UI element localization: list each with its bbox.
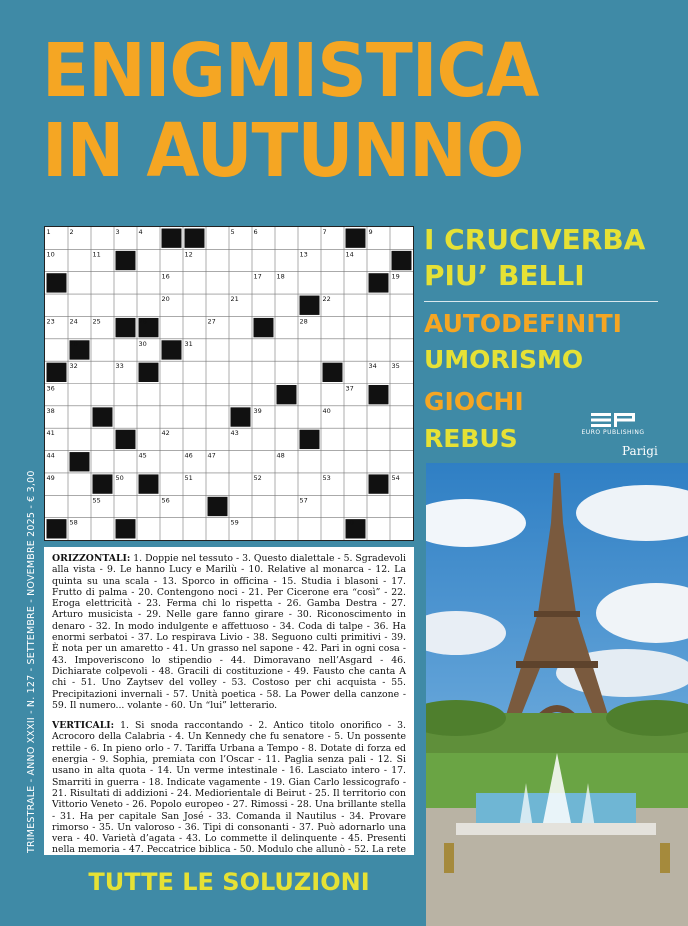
eiffel-tower-photo — [426, 463, 688, 926]
black-square — [208, 497, 228, 516]
cell-number: 35 — [391, 362, 400, 371]
feature-rebus: REBUS — [424, 424, 518, 453]
cell-number: 14 — [345, 250, 354, 259]
ep-logo-icon — [591, 413, 635, 427]
cell-number: 57 — [299, 496, 308, 505]
cell-number: 11 — [92, 250, 101, 259]
publisher-name: EURO PUBLISHING — [581, 429, 645, 436]
black-square — [369, 385, 389, 404]
black-square — [369, 474, 389, 493]
cell-number: 24 — [69, 317, 78, 326]
black-square — [93, 407, 113, 426]
black-square — [47, 519, 67, 538]
divider — [424, 301, 658, 302]
cell-number: 17 — [253, 272, 262, 281]
cell-number: 7 — [322, 228, 327, 236]
cell-number: 29 — [69, 339, 78, 348]
cell-number: 42 — [161, 429, 170, 438]
cell-number: 36 — [46, 384, 55, 393]
black-square — [139, 474, 159, 493]
clues-panel — [44, 547, 414, 855]
cell-number: 4 — [138, 228, 143, 236]
across-clues-text: 1. Doppie nel tessuto - 3. Questo dialettale - 5. Sgradevoli alla vista - 9. Le hanno Lucy e Marilù - 10. Relative al monarca - 12. La quinta su una scala - 13. Sporco in officina - 15. Studia i blasoni - 17. Frutto di palma - 20. Contengono noci - 21. Per Cicerone era “così” - 22. Eroga elettricità - 23. Ferma chi lo rispetta - 26. Gamba Destra - 27. Arturo musicista - 29. Nelle gare fanno girare - 30. Riconoscimento in denaro - 32. In modo indulgente e affettuoso - 34. Coda di talpe - 36. Ha enormi serbatoi - 37. Lo respirava Livio - 38. Seguono culti primitivi - 39. È nota per un amaretto - 41. Un grasso nel sapone - 42. Pari in ogni cosa - 43. Impoveriscono lo stipendio - 44. Dimoravano nell’Asgard - 46. Dichiarate colpevoli - 48. Gracili di costituzione - 49. Fausto che canta A chi - 51. Uno Zaytsev del volley - 53. Costoso per chi acquista - 55. Precipitazioni invernali - 57. Unità poetica - 58. La Power della canzone - 59. Il numero... volante - 60. Un “lui” letterario. — [52, 553, 406, 711]
cell-number: 1 — [46, 228, 51, 236]
black-square — [162, 340, 182, 359]
feature-autodefiniti: AUTODEFINITI — [424, 309, 622, 338]
black-square — [116, 251, 136, 270]
black-square — [116, 519, 136, 538]
feature-umorismo: UMORISMO — [424, 345, 584, 374]
cell-number: 49 — [46, 473, 55, 482]
cell-number: 18 — [276, 272, 285, 281]
black-square — [139, 363, 159, 382]
black-square — [369, 273, 389, 292]
cell-number: 16 — [161, 272, 170, 281]
cell-number: 52 — [253, 473, 262, 482]
black-square — [300, 296, 320, 315]
clues-down — [52, 720, 406, 855]
cell-number: 60 — [345, 518, 354, 527]
across-heading: ORIZZONTALI: — [52, 553, 131, 564]
cell-number: 55 — [92, 496, 101, 505]
cell-number: 48 — [276, 451, 285, 460]
cell-number: 8 — [345, 228, 350, 236]
black-square — [392, 251, 412, 270]
cell-number: 59 — [230, 518, 239, 527]
black-square — [231, 407, 251, 426]
cell-number: 27 — [207, 317, 216, 326]
cell-number: 22 — [322, 295, 331, 304]
cell-number: 10 — [46, 250, 55, 259]
cell-number: 39 — [253, 406, 262, 415]
cell-number: 34 — [368, 362, 377, 371]
black-square — [300, 430, 320, 449]
photo-caption: Parigi — [622, 444, 658, 458]
cell-number: 15 — [46, 272, 55, 281]
cell-number: 32 — [69, 362, 78, 371]
cell-number: 25 — [92, 317, 101, 326]
cell-number: 5 — [230, 228, 235, 236]
cell-number: 40 — [322, 406, 331, 415]
eiffel-tower-illustration — [426, 463, 688, 926]
cell-number: 33 — [115, 362, 124, 371]
black-square — [93, 474, 113, 493]
cell-number: 2 — [69, 228, 74, 236]
black-square — [185, 229, 205, 248]
cell-number: 12 — [184, 250, 193, 259]
black-square — [277, 385, 297, 404]
cell-number: 38 — [46, 406, 55, 415]
cell-number: 23 — [46, 317, 55, 326]
cell-number: 46 — [184, 451, 193, 460]
cell-number: 6 — [253, 228, 258, 236]
cell-number: 31 — [184, 339, 193, 348]
title-line-2: IN AUTUNNO — [42, 108, 524, 194]
down-clues-text: 1. Si snoda raccontando - 2. Antico titolo onorifico - 3. Acrocoro della Calabria - 4. Un Kennedy che fu senatore - 5. Un possente rettile - 6. In pieno orlo - 7. Tariffa Urbana a Tempo - 8. Dotate di forza ed energia - 9. Sophia, premiata con l’Oscar - 11. Paglia senza pali - 12. Si usano in alta quota - 14. Un verme intestinale - 16. Lasciato intero - 17. Smarriti in guerra - 18. Indicate vagamente - 19. Gian Carlo lessicografo - 21. Risultati di addizioni - 24. Mediorientale di Beirut - 25. Il territorio con Vittorio Veneto - 26. Popolo europeo - 27. Rimossi - 28. Una brillante stella - 31. Ha per capitale San José - 33. Comanda il Nautilus - 34. Provare rimorso - 35. Un valoroso - 36. Tipi di consonanti - 37. Può adornarlo una vera - 40. Varietà d’agata - 43. Lo commette il delinquente - 45. Presenti nella memoria - 47. Peccatrice biblica - 50. Modulo che allunò - 52. La rete — [52, 720, 406, 855]
cell-number: 43 — [230, 429, 239, 438]
cell-number: 45 — [138, 451, 147, 460]
cell-number: 21 — [230, 295, 239, 304]
title-line-1: ENIGMISTICA — [42, 28, 539, 114]
cell-number: 56 — [161, 496, 170, 505]
cell-number: 30 — [138, 339, 147, 348]
black-square — [116, 430, 136, 449]
clues-across — [52, 553, 406, 711]
black-square — [254, 318, 274, 337]
cell-number: 37 — [345, 384, 354, 393]
cell-number: 20 — [161, 295, 170, 304]
cell-number: 44 — [46, 451, 55, 460]
cell-number: 13 — [299, 250, 308, 259]
cell-number: 58 — [69, 518, 78, 527]
subtitle-line-2: PIU’ BELLI — [424, 259, 585, 292]
cell-number: 54 — [391, 473, 400, 482]
crossword-svg — [45, 227, 413, 540]
cell-number: 50 — [115, 473, 124, 482]
feature-giochi: GIOCHI — [424, 387, 524, 416]
crossword-grid — [44, 226, 414, 541]
black-square — [116, 318, 136, 337]
cell-number: 28 — [299, 317, 308, 326]
publisher-logo — [566, 413, 660, 436]
black-square — [162, 229, 182, 248]
cell-number: 53 — [322, 473, 331, 482]
cell-number: 26 — [138, 317, 147, 326]
footer-banner: TUTTE LE SOLUZIONI — [88, 868, 370, 896]
cell-number: 9 — [368, 228, 373, 236]
spine-text: TRIMESTRALE - ANNO XXXII - N. 127 - SETTEMBRE - NOVEMBRE 2025 - € 3,00 — [26, 470, 37, 853]
cell-number: 3 — [115, 228, 120, 236]
cell-number: 51 — [184, 473, 193, 482]
black-square — [323, 363, 343, 382]
cell-number: 19 — [391, 272, 400, 281]
down-heading: VERTICALI: — [52, 720, 115, 732]
subtitle-line-1: I CRUCIVERBA — [424, 223, 646, 256]
cell-number: 47 — [207, 451, 216, 460]
black-square — [70, 452, 90, 471]
black-square — [47, 363, 67, 382]
cell-number: 41 — [46, 429, 55, 438]
